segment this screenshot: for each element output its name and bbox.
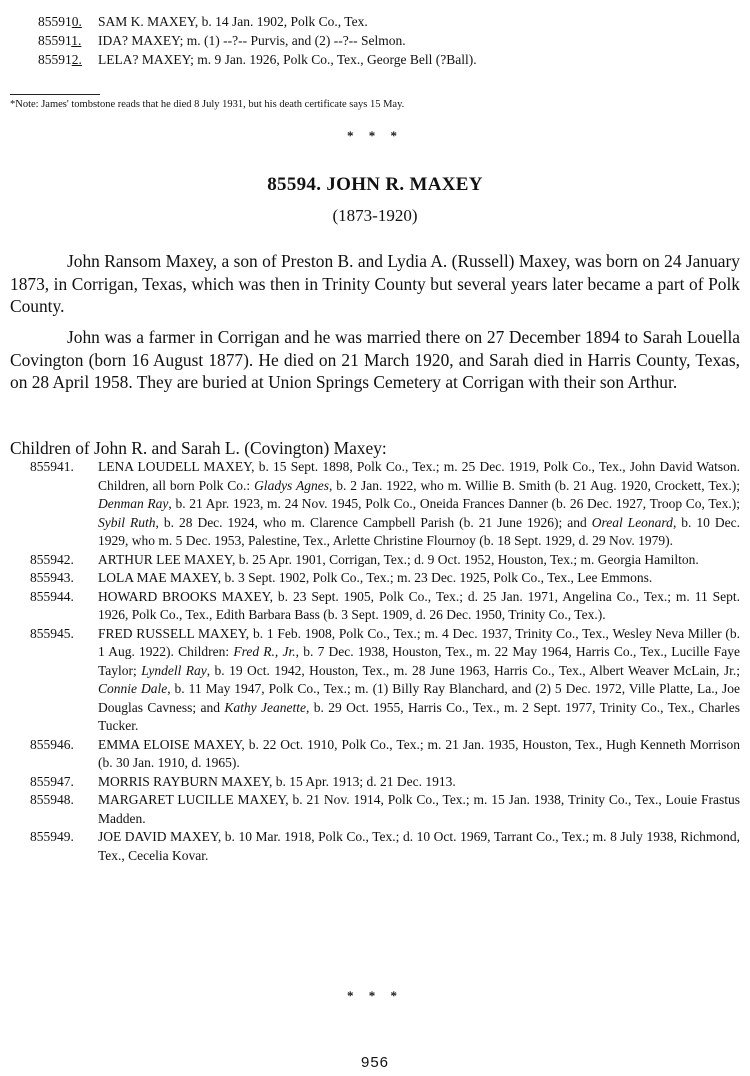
child-name: Sybil Ruth — [98, 514, 156, 530]
footnote-rule — [10, 94, 100, 95]
child-name: Oreal Leonard — [591, 514, 673, 530]
entry-text-segment: , b. 19 Oct. 1942, Houston, Tex., m. 28 June 1963, Harris Co., Tex., Albert Weaver McLain, Jr.; — [206, 662, 740, 678]
entry-text-segment: HOWARD BROOKS MAXEY, b. 23 Sept. 1905, Polk Co., Tex.; d. 25 Jan. 1971, Angelina Co., Tex.; m. 11 Sept. 1926, Polk Co., Tex., Edith Barbara Bass (b. 3 Sept. 1909, d. 26 Dec. 1950, Trinity Co., Tex.). — [98, 588, 740, 622]
entry-text-segment: , b. 11 May 1947, Polk Co., Tex.; m. (1) Billy Ray Blanchard, and (2) 5 Dec. 1972, Ville Platte, La., Joe Douglas Cavness; and — [98, 681, 740, 715]
entry-text: LELA? MAXEY; m. 9 Jan. 1926, Polk Co., Tex., George Bell (?Ball). — [98, 52, 477, 67]
entry-text-segment: , b. 7 Dec. 1938, Houston, Tex., m. 22 May 1964, Harris Co., Tex., Lucille Faye Taylor; — [98, 644, 740, 678]
entry-text-segment: EMMA ELOISE MAXEY, b. 22 Oct. 1910, Polk Co., Tex.; m. 21 Jan. 1935, Houston, Tex., Hugh Kenneth Morrison (b. 30 Jan. 1910, d. 1965). — [98, 736, 740, 770]
list-item — [30, 551, 740, 570]
entry-number: 855948. — [30, 792, 74, 807]
children-list — [30, 458, 740, 865]
entry-number: 855944. — [30, 588, 74, 604]
entry-number: 855946. — [30, 736, 74, 752]
list-item — [38, 12, 728, 31]
biography-paragraph: John Ransom Maxey, a son of Preston B. and Lydia A. (Russell) Maxey, was born on 24 January 1873, in Corrigan, Texas, which was then in Trinity County but several years later became a part of Polk County. — [10, 251, 740, 316]
section-separator: * * * — [347, 128, 403, 143]
child-name: Kathy Jeanette — [224, 699, 306, 715]
entry-number: 855911. — [38, 33, 82, 48]
entry-text-segment: ARTHUR LEE MAXEY, b. 25 Apr. 1901, Corrigan, Tex.; d. 9 Oct. 1952, Houston, Tex.; m. Georgia Hamilton. — [98, 551, 699, 567]
entry-text-segment: , b. 28 Dec. 1924, who m. Clarence Campbell Parish (b. 21 June 1926); and — [155, 514, 592, 530]
entry-text: IDA? MAXEY; m. (1) --?-- Purvis, and (2) --?-- Selmon. — [98, 33, 406, 48]
continued-entries-list — [38, 12, 728, 69]
entry-number: 855945. — [30, 625, 74, 641]
biography-paragraph: John was a farmer in Corrigan and he was married there on 27 December 1894 to Sarah Louella Covington (born 16 August 1877). He died on 21 March 1920, and Sarah died in Harris County, Texas, on 28 April 1958. They are buried at Union Springs Cemetery at Corrigan with their son Arthur. — [10, 327, 740, 392]
entry-text-segment: MARGARET LUCILLE MAXEY, b. 21 Nov. 1914, Polk Co., Tex.; m. 15 Jan. 1938, Trinity Co., Tex., Louie Frastus Madden. — [98, 792, 740, 826]
entry-text-segment: JOE DAVID MAXEY, b. 10 Mar. 1918, Polk Co., Tex.; d. 10 Oct. 1969, Tarrant Co., Tex.; m. 8 July 1938, Richmond, Tex., Cecelia Kovar. — [98, 829, 740, 863]
list-item — [30, 625, 740, 736]
entry-text-segment: MORRIS RAYBURN MAXEY, b. 15 Apr. 1913; d. 21 Dec. 1913. — [98, 773, 456, 789]
entry-number: 855947. — [30, 773, 74, 789]
entry-number: 855912. — [38, 52, 82, 67]
entry-text — [98, 458, 740, 551]
footnote: *Note: James' tombstone reads that he died 8 July 1931, but his death certificate says 15 May. — [10, 99, 405, 110]
list-item — [38, 31, 728, 50]
entry-text-segment: , b. 29 Oct. 1955, Harris Co., Tex., m. 2 Sept. 1977, Trinity Co., Tex., Charles Tucker. — [98, 699, 741, 733]
entry-text: SAM K. MAXEY, b. 14 Jan. 1902, Polk Co., Tex. — [98, 14, 368, 29]
child-name: Lyndell Ray — [141, 662, 207, 678]
child-name: Gladys Agnes — [254, 477, 329, 493]
entry-text-segment: , b. 21 Apr. 1923, m. 24 Nov. 1945, Polk Co., Oneida Frances Danner (b. 26 Dec. 1927, Troop Co, Tex.); — [168, 496, 740, 511]
page-number: 956 — [360, 1054, 390, 1071]
list-item — [38, 50, 728, 69]
section-dates: (1873-1920) — [332, 206, 418, 225]
entry-text — [98, 736, 740, 773]
entry-number: 855910. — [38, 14, 82, 29]
entry-text — [98, 625, 740, 736]
entry-number: 855942. — [30, 551, 74, 567]
list-item — [30, 458, 740, 551]
entry-text-segment: LENA LOUDELL MAXEY, b. 15 Sept. 1898, Polk Co., Tex.; m. 25 Dec. 1919, Polk Co., Tex., John David Watson. Children, all born Polk Co.: — [98, 459, 740, 493]
list-item — [30, 736, 740, 773]
section-separator: * * * — [347, 988, 403, 1003]
list-item — [30, 828, 740, 865]
child-name: Connie Dale — [98, 681, 168, 696]
list-item — [30, 588, 740, 625]
entry-number: 855943. — [30, 570, 74, 585]
entry-text — [98, 773, 740, 792]
entry-text — [98, 791, 740, 828]
entry-text — [98, 551, 740, 570]
child-name: Denman Ray — [98, 496, 169, 511]
children-heading: Children of John R. and Sarah L. (Covington) Maxey: — [10, 438, 387, 458]
list-item — [30, 773, 740, 792]
entry-text — [98, 828, 740, 865]
entry-text-segment: , b. 10 Dec. 1929, who m. 5 Dec. 1953, Palestine, Tex., Arlette Christine Flournoy (b. 18 Sept. 1929, d. 29 Nov. 1979). — [98, 514, 741, 548]
entry-text-segment: LOLA MAE MAXEY, b. 3 Sept. 1902, Polk Co., Tex.; m. 23 Dec. 1925, Polk Co., Tex., Lee Emmons. — [98, 570, 653, 585]
entry-text-segment: FRED RUSSELL MAXEY, b. 1 Feb. 1908, Polk Co., Tex.; m. 4 Dec. 1937, Trinity Co., Tex., Wesley Neva Miller (b. 1 Aug. 1922). Children: — [98, 625, 740, 659]
section-title: 85594. JOHN R. MAXEY — [267, 174, 483, 195]
entry-text — [98, 588, 740, 625]
child-name: Fred R., Jr. — [233, 644, 296, 659]
entry-number: 855941. — [30, 459, 74, 474]
entry-text-segment: , b. 2 Jan. 1922, who m. Willie B. Smith (b. 21 Aug. 1920, Crockett, Tex.); — [328, 477, 741, 493]
list-item — [30, 791, 740, 828]
entry-number: 855949. — [30, 829, 74, 844]
entry-text — [98, 569, 740, 588]
list-item — [30, 569, 740, 588]
